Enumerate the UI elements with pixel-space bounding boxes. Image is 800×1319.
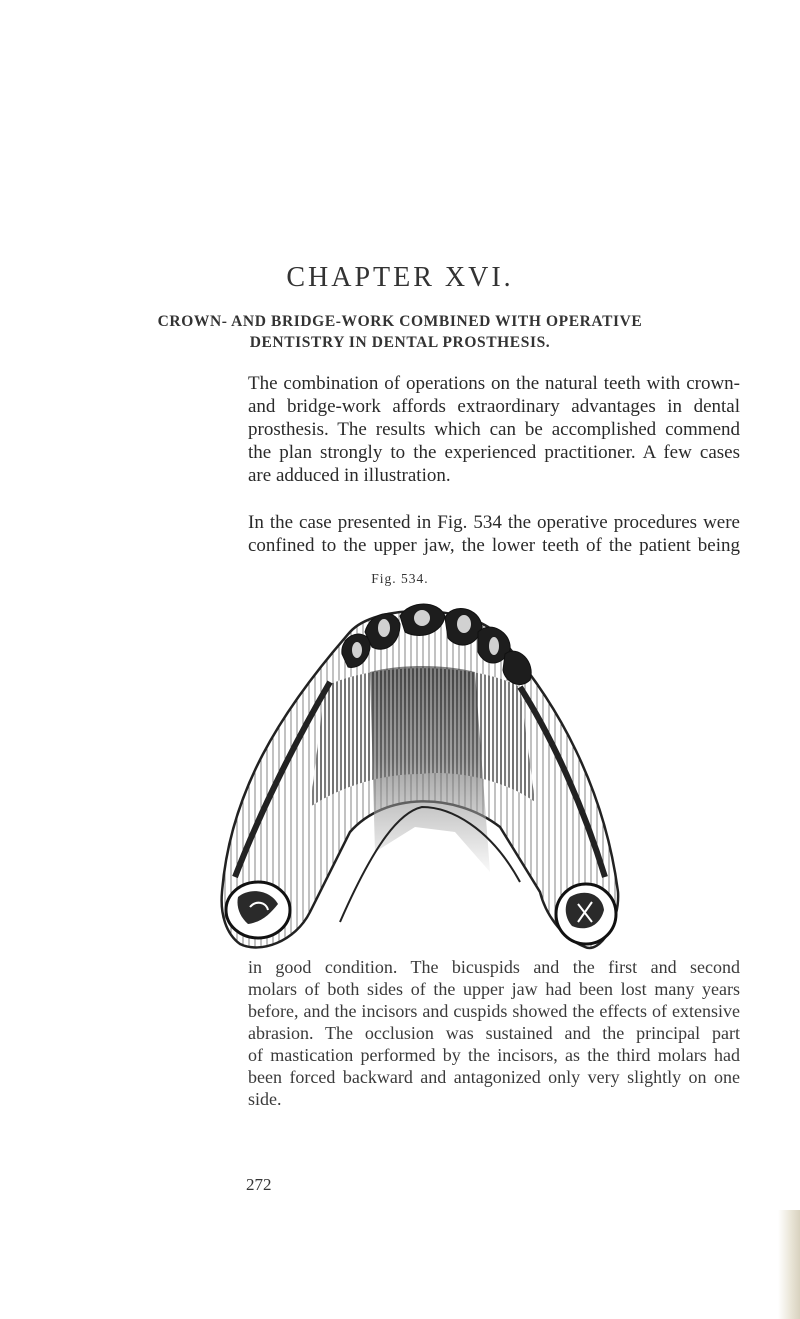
chapter-heading: CHAPTER XVI. [286,262,514,293]
text-line: The combination of operations on the natural teeth with crown- [248,373,740,394]
dental-cast-illustration [200,592,640,957]
text-line: been forced backward and antagonized only very slightly on one [248,1067,740,1087]
left-molar [226,882,290,938]
text-line: molars of both sides of the upper jaw had been lost many years [248,979,740,999]
figure-label: Fig. 534. [371,571,429,586]
text-line: confined to the upper jaw, the lower teeth of the patient being [248,535,740,556]
text-line: in good condition. The bicuspids and the first and second [248,957,740,977]
subtitle-line: CROWN- AND BRIDGE-WORK COMBINED WITH OPERATIVE [157,313,643,330]
text-line: the plan strongly to the experienced practitioner. A few cases [248,442,740,463]
text-line: abrasion. The occlusion was sustained and the principal part [248,1023,740,1043]
text-line: In the case presented in Fig. 534 the operative procedures were [248,512,740,533]
paragraph-intro [248,372,740,487]
text-line: before, and the incisors and cuspids showed the effects of extensive [248,1001,740,1021]
text-line: prosthesis. The results which can be accomplished commend [248,419,740,440]
page-number: 272 [246,1175,272,1194]
right-molar [556,884,616,944]
subtitle-line: DENTISTRY IN DENTAL PROSTHESIS. [249,334,551,351]
text-line: and bridge-work affords extraordinary advantages in dental [248,396,740,417]
chapter-subtitle [0,311,800,353]
paragraph-case [248,511,740,557]
text-line: side. [248,1089,282,1109]
paragraph-description [248,956,740,1110]
text-line: are adduced in illustration. [248,465,451,486]
page-edge-shadow [778,1210,800,1319]
text-line: of mastication performed by the incisors, as the third molars had [248,1045,740,1065]
